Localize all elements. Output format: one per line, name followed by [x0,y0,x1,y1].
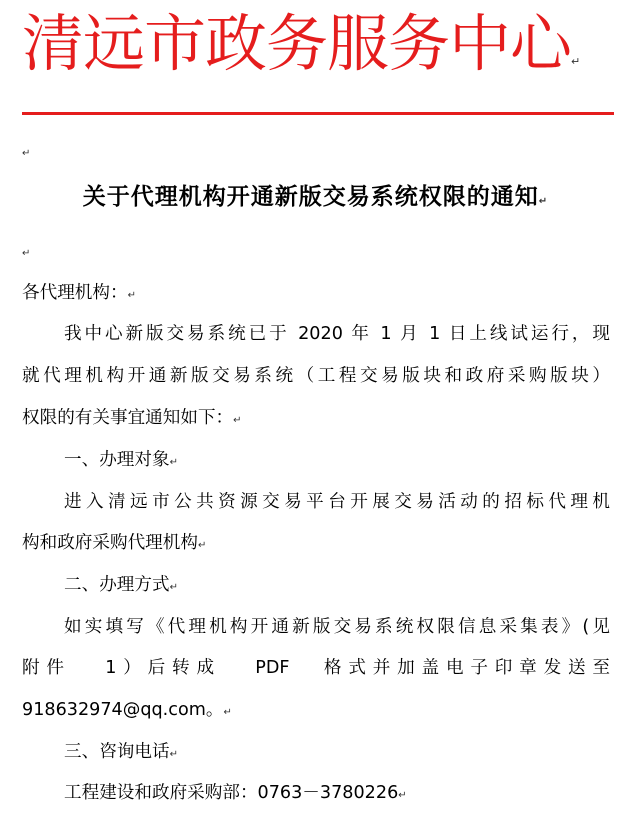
section-1-heading: 一、办理对象↵ [64,450,178,470]
section-2-line-1: 如实填写《代理机构开通新版交易系统权限信息采集表》(见 [64,617,610,637]
section-3-heading: 三、咨询电话↵ [64,742,178,762]
section-3-line-1 [64,772,407,817]
paragraph-mark-icon: ↵ [169,749,178,760]
intro-line-1: 我中心新版交易系统已于 2020 年 1 月 1 日上线试运行，现 [64,324,610,344]
paragraph-mark-icon: ↵ [22,248,31,259]
email-address: 918632974@qq.com。 [22,700,224,720]
paragraph-mark-icon: ↵ [233,415,242,426]
paragraph-mark-icon: ↵ [538,196,549,207]
paragraph-mark-icon: ↵ [127,290,136,301]
phone-number: 工程建设和政府采购部：0763－3780226 [64,783,399,803]
section-1-line-2: 构和政府采购代理机构↵ [22,533,207,553]
paragraph-mark-icon: ↵ [197,540,207,551]
paragraph-mark-icon: ↵ [223,707,232,718]
paragraph-mark-icon: ↵ [169,582,178,593]
intro-line-3: 权限的有关事宜通知如下：↵ [22,408,242,428]
section-2-line-2: 附件 1）后转成 PDF 格式并加盖电子印章发送至 [22,658,610,678]
paragraph-mark-icon: ↵ [169,457,178,468]
paragraph-mark-icon: ↵ [22,148,31,159]
notice-title-text: 关于代理机构开通新版交易系统权限的通知 [82,184,539,210]
notice-title [0,180,631,219]
letterhead-red-rule [22,112,614,115]
letterhead-title [22,4,622,84]
paragraph-mark-icon: ↵ [398,790,407,801]
org-name: 清远市政务服务中心 [22,7,572,80]
section-2-line-3 [22,689,232,734]
salutation: 各代理机构：↵ [22,283,136,303]
section-1-line-1: 进入清远市公共资源交易平台开展交易活动的招标代理机 [64,492,610,512]
paragraph-mark-icon: ↵ [571,55,581,68]
section-2-heading: 二、办理方式↵ [64,575,178,595]
intro-line-2: 就代理机构开通新版交易系统（工程交易版块和政府采购版块） [22,366,610,386]
